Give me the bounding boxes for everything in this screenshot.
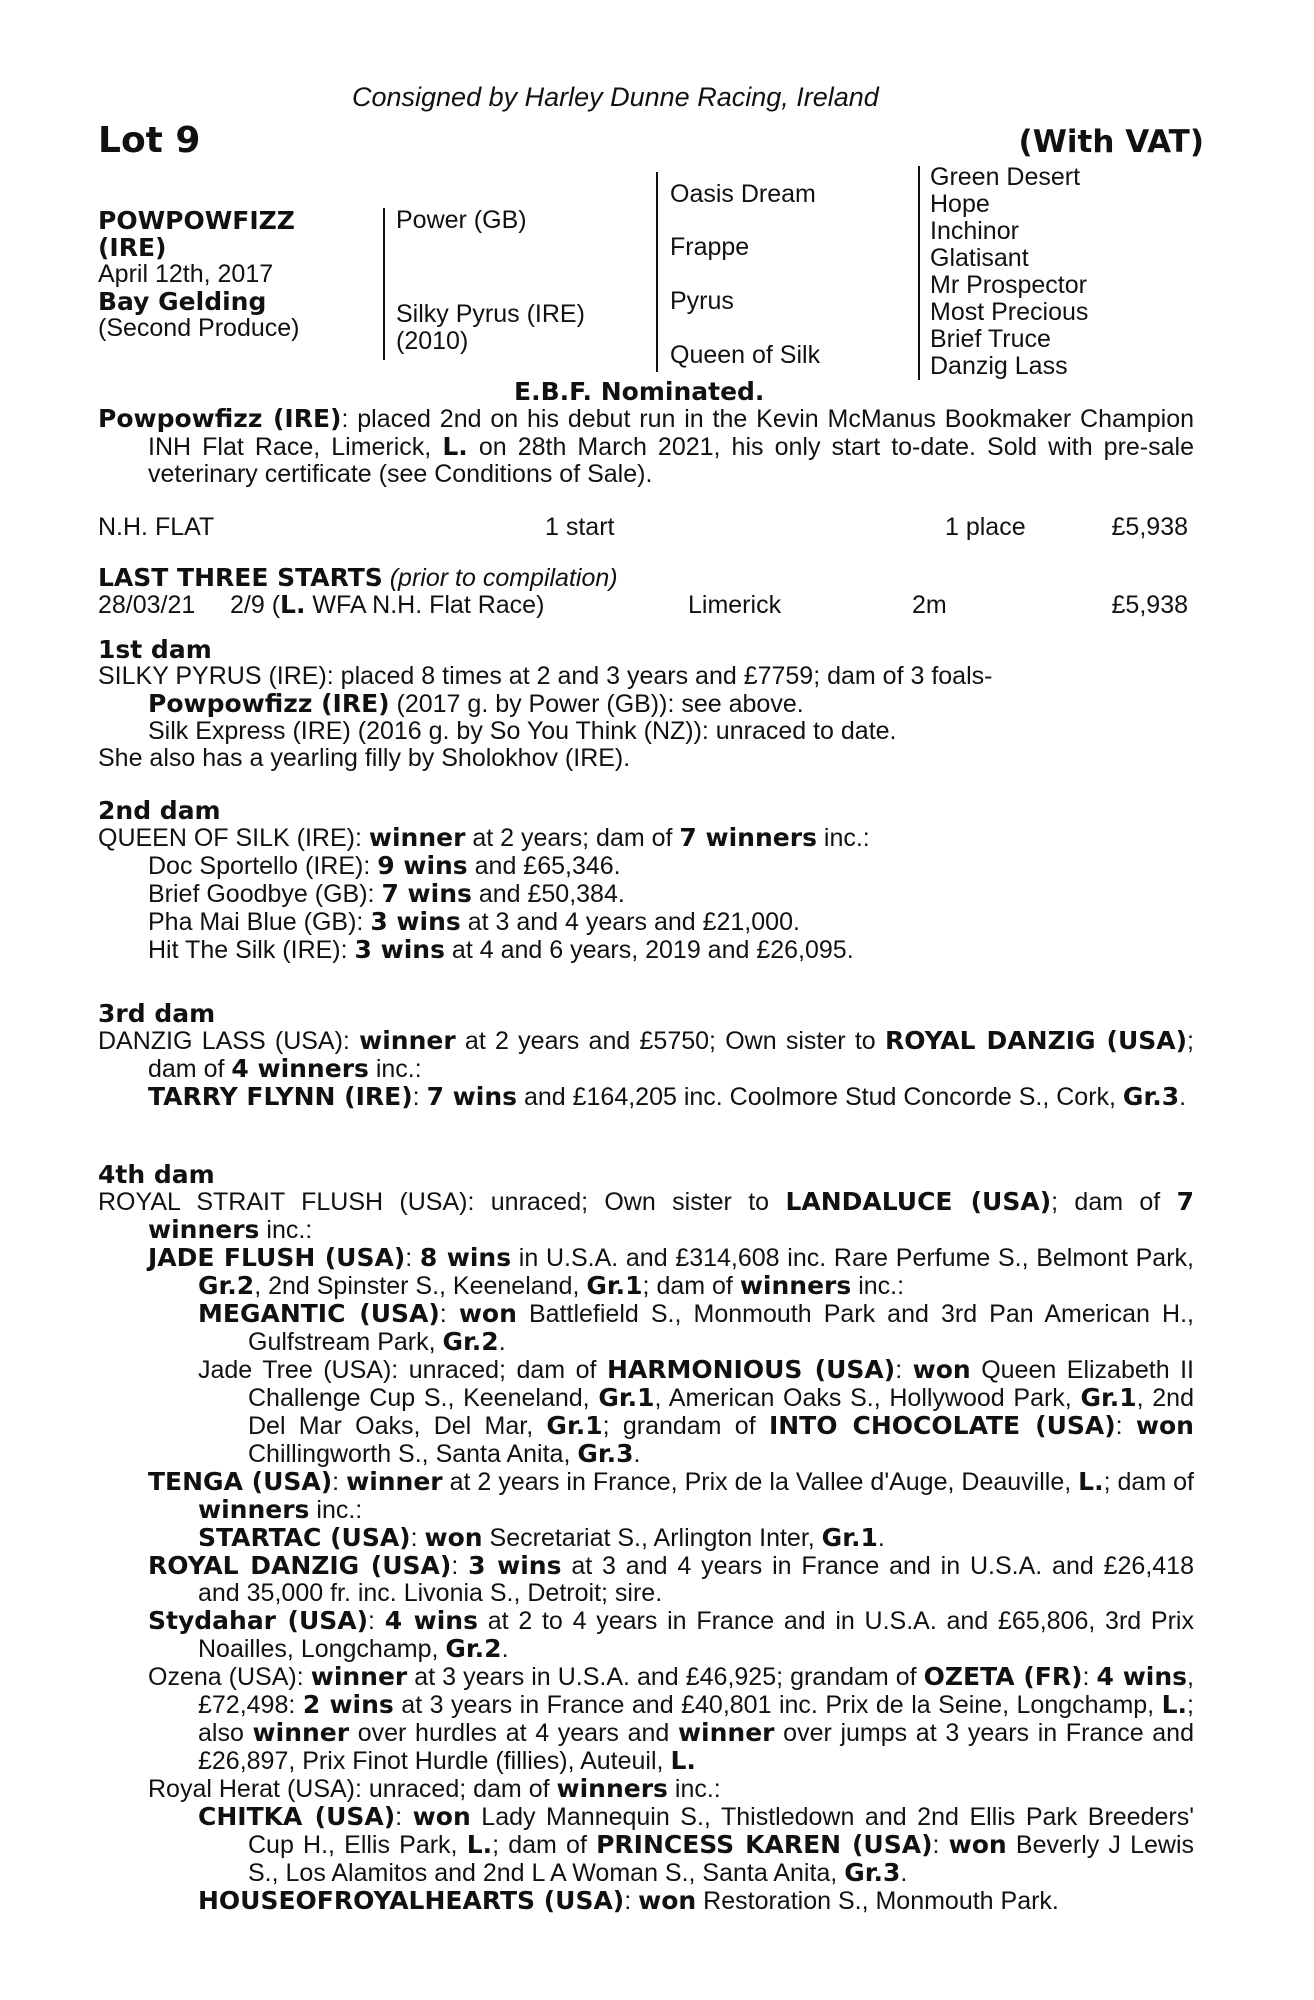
third-dam-foal-tarry-flynn: TARRY FLYNN (IRE): 7 wins and £164,205 inc. Coolmore Stud Concorde S., Cork, Gr.3. — [148, 1082, 1187, 1111]
fourth-dam-foal-jade-flush: JADE FLUSH (USA): 8 wins in U.S.A. and £314,608 inc. Rare Perfume S., Belmont Park, Gr.2, 2nd Spinster S., Keeneland, Gr.1; dam of winners inc.: — [148, 1243, 1194, 1300]
fourth-dam-grandfoal-chitka: CHITKA (USA): won Lady Mannequin S., Thistledown and 2nd Ellis Park Breeders' Cup H., Ellis Park, L.; dam of PRINCESS KAREN (USA): won Beverly J Lewis S., Los Alamitos and 2nd L A Woman S., Santa Anita, Gr.3. — [198, 1802, 1195, 1887]
first-dam-yearling: She also has a yearling filly by Sholokhov (IRE). — [98, 744, 631, 772]
fourth-dam-foal-royal-herat: Royal Herat (USA): unraced; dam of winners inc.: — [148, 1774, 721, 1803]
horse-colour-sex: Bay Gelding — [98, 287, 267, 316]
great-grandparent-4: Glatisant — [930, 244, 1029, 272]
last-three-heading — [98, 564, 618, 592]
fourth-dam-grandfoal-startac: STARTAC (USA): won Secretariat S., Arlington Inter, Gr.1. — [198, 1523, 885, 1552]
summary-text: : placed 2nd on his debut run in the Kevin McManus Bookmaker Champion INH Flat Race, Limerick, — [148, 405, 1194, 461]
great-grandparent-7: Brief Truce — [930, 325, 1051, 353]
great-grandparent-6: Most Precious — [930, 298, 1089, 326]
lot-number: Lot 9 — [98, 120, 201, 161]
dam-year: (2010) — [396, 327, 469, 355]
record-earnings: £5,938 — [1111, 513, 1188, 541]
record-places: 1 place — [945, 513, 1026, 541]
great-grandparent-1: Green Desert — [930, 163, 1081, 191]
dam-name: Silky Pyrus (IRE) — [396, 300, 585, 328]
foal-1-name: Powpowfizz (IRE) — [148, 689, 390, 718]
grandparent-1: Oasis Dream — [670, 180, 816, 208]
fourth-dam-grandfoal-megantic: MEGANTIC (USA): won Battlefield S., Monmouth Park and 3rd Pan American H., Gulfstream Park, Gr.2. — [198, 1299, 1194, 1356]
vat-note: (With VAT) — [1018, 124, 1204, 160]
fourth-dam-intro: ROYAL STRAIT FLUSH (USA): unraced; Own sister to LANDALUCE (USA); dam of 7 winners inc.: — [98, 1187, 1195, 1244]
fourth-dam-grandfoal-houseofroyalhearts: HOUSEOFROYALHEARTS (USA): won Restoration S., Monmouth Park. — [198, 1886, 1059, 1915]
second-dam-foal: Hit The Silk (IRE): 3 wins at 4 and 6 years, 2019 and £26,095. — [148, 935, 854, 964]
start-position: 2/9 ( — [230, 591, 281, 619]
pedigree-divider-2 — [656, 172, 658, 372]
fourth-dam-heading: 4th dam — [98, 1160, 215, 1189]
horse-name-country: (IRE) — [98, 233, 167, 262]
start-distance: 2m — [912, 591, 947, 619]
great-grandparent-8: Danzig Lass — [930, 352, 1068, 380]
fourth-dam-grandfoal-jade-tree: Jade Tree (USA): unraced; dam of HARMONIOUS (USA): won Queen Elizabeth II Challenge Cup S., Keeneland, Gr.1, American Oaks S., Hollywood Park, Gr.1, 2nd Del Mar Oaks, Del Mar, Gr.1; grandam of INTO CHOCOLATE (USA): won Chillingworth S., Santa Anita, Gr.3. — [198, 1355, 1194, 1468]
summary-text-end: on 28th March 2021, his only start to-date. Sold with pre-sale veterinary certificate (see Conditions of Sale). — [148, 433, 1194, 488]
pedigree-divider-1 — [383, 208, 385, 360]
second-dam-section — [98, 797, 1194, 964]
great-grandparent-3: Inchinor — [930, 217, 1019, 245]
pedigree-divider-3 — [918, 166, 920, 380]
fourth-dam-section — [98, 1161, 1194, 1915]
foal-1-details: (2017 g. by Power (GB)): see above. — [389, 690, 804, 718]
fourth-dam-foal-ozena: Ozena (USA): winner at 3 years in U.S.A. and £46,925; grandam of OZETA (FR): 4 wins, £72,498: 2 wins at 3 years in France and £40,801 inc. Prix de la Seine, Longchamp, L.; also winner over hurdles at 4 years and winner over jumps at 3 years in France and £26,897, Prix Finot Hurdle (fillies), Auteuil, L. — [148, 1662, 1194, 1775]
second-dam-foal: Doc Sportello (IRE): 9 wins and £65,346. — [148, 851, 621, 880]
start-race-name: WFA N.H. Flat Race) — [305, 591, 545, 619]
summary-horse-name: Powpowfizz (IRE) — [98, 404, 342, 433]
grandparent-3: Pyrus — [670, 287, 734, 315]
start-grade: L. — [280, 590, 306, 619]
second-dam-foal: Brief Goodbye (GB): 7 wins and £50,384. — [148, 879, 625, 908]
consigned-by: Consigned by Harley Dunne Racing, Ireland — [352, 82, 879, 112]
record-starts: 1 start — [545, 513, 615, 541]
start-course: Limerick — [688, 591, 782, 619]
fourth-dam-foal-royal-danzig: ROYAL DANZIG (USA): 3 wins at 3 and 4 years in France and in U.S.A. and £26,418 and 35,000 fr. inc. Livonia S., Detroit; sire. — [148, 1551, 1194, 1607]
ebf-nomination: E.B.F. Nominated. — [514, 377, 765, 406]
fourth-dam-foal-stydahar: Stydahar (USA): 4 wins at 2 to 4 years in France and in U.S.A. and £65,806, 3rd Prix Noailles, Longchamp, Gr.2. — [148, 1606, 1194, 1663]
start-race — [230, 591, 544, 619]
second-dam-intro: QUEEN OF SILK (IRE): winner at 2 years; dam of 7 winners inc.: — [98, 823, 870, 852]
first-dam-foal-1 — [98, 690, 1194, 718]
foaling-date: April 12th, 2017 — [98, 260, 274, 288]
race-summary — [98, 405, 1194, 488]
great-grandparent-5: Mr Prospector — [930, 271, 1087, 299]
first-dam-intro: SILKY PYRUS (IRE): placed 8 times at 2 and 3 years and £7759; dam of 3 foals- — [98, 662, 993, 690]
grandparent-4: Queen of Silk — [670, 341, 821, 369]
start-prize: £5,938 — [1111, 591, 1188, 619]
last-three-note: (prior to compilation) — [389, 564, 618, 592]
sire-name: Power (GB) — [396, 206, 527, 234]
produce-note: (Second Produce) — [98, 314, 300, 342]
third-dam-section — [98, 1000, 1194, 1111]
summary-listed: L. — [442, 432, 468, 461]
first-dam-foal-2: Silk Express (IRE) (2016 g. by So You Think (NZ)): unraced to date. — [148, 717, 897, 745]
second-dam-heading: 2nd dam — [98, 796, 221, 825]
great-grandparent-2: Hope — [930, 190, 990, 218]
record-category: N.H. FLAT — [98, 513, 215, 541]
horse-name: POWPOWFIZZ — [98, 206, 295, 235]
fourth-dam-foal-tenga: TENGA (USA): winner at 2 years in France, Prix de la Vallee d'Auge, Deauville, L.; dam of winners inc.: — [148, 1467, 1194, 1524]
second-dam-foal: Pha Mai Blue (GB): 3 wins at 3 and 4 years and £21,000. — [148, 907, 800, 936]
last-three-title: LAST THREE STARTS — [98, 563, 383, 592]
third-dam-intro: DANZIG LASS (USA): winner at 2 years and £5750; Own sister to ROYAL DANZIG (USA); dam of 4 winners inc.: — [98, 1026, 1194, 1083]
start-date: 28/03/21 — [98, 591, 196, 619]
first-dam-heading: 1st dam — [98, 635, 212, 664]
third-dam-heading: 3rd dam — [98, 999, 216, 1028]
grandparent-2: Frappe — [670, 233, 750, 261]
first-dam-section — [98, 636, 1194, 772]
